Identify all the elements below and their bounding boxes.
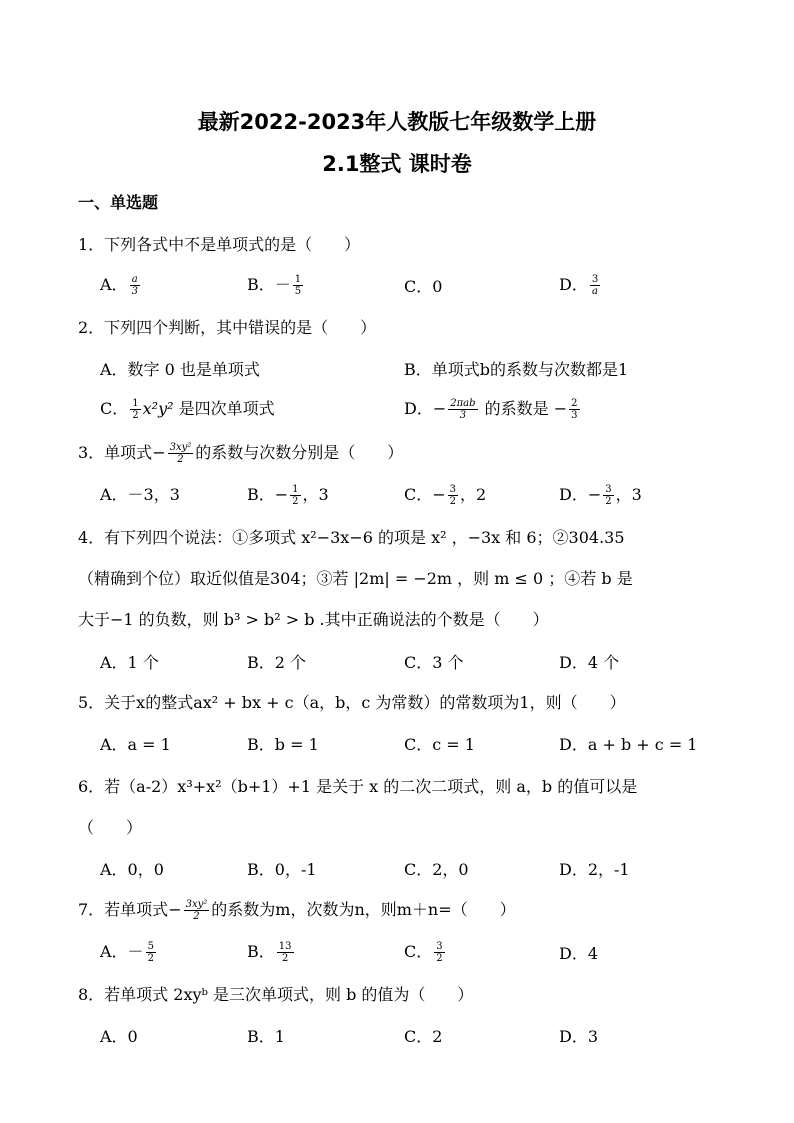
- question-5: 5．关于x的整式ax² + bx + c（a，b，c 为常数）的常数项为1，则（ ）: [78, 693, 626, 712]
- q8-option-d: D．3: [559, 1027, 599, 1046]
- q1-option-c: C．0: [404, 277, 443, 296]
- q8-option-a: A．0: [100, 1027, 138, 1046]
- q4-option-c: C．3 个: [404, 653, 464, 672]
- q4-option-b: B．2 个: [247, 653, 307, 672]
- q1-option-d: D． $\frac{3}{a}$: [559, 274, 599, 297]
- q8-option-c: C．2: [404, 1027, 443, 1046]
- q2-option-b: B．单项式b的系数与次数都是1: [404, 360, 629, 379]
- question-1: 1．下列各式中不是单项式的是（ ）: [78, 235, 361, 254]
- q2-option-c: C． $\frac{1}{2}$ x²y² 是四次单项式: [100, 398, 275, 421]
- q6-option-d: D．2，-1: [559, 860, 630, 879]
- question-8: 8．若单项式 2xyᵇ 是三次单项式，则 b 的值为（ ）: [78, 985, 474, 1004]
- document-title: 最新2022-2023年人教版七年级数学上册: [197, 110, 597, 134]
- q7-option-b: B． $\frac{13}{2}$: [247, 941, 292, 964]
- q4-option-d: D．4 个: [559, 653, 620, 672]
- question-4-line-1: 4．有下列四个说法：①多项式 x²−3x−6 的项是 x² ，−3x 和 6；②304.35: [78, 528, 625, 547]
- document-subtitle: 2.1整式 课时卷: [322, 152, 472, 176]
- question-7: 7．若单项式− $\frac{\text{3xy²}}{2}$ 的系数为m，次数为n，则m＋n=（ ）: [78, 899, 516, 922]
- q6-option-b: B．0，-1: [247, 860, 317, 879]
- question-2: 2．下列四个判断，其中错误的是（ ）: [78, 318, 377, 337]
- q7-option-c: C． $\frac{3}{2}$: [404, 941, 443, 964]
- q3-option-b: B．− $\frac{1}{2}$ ，3: [247, 484, 329, 507]
- q6-option-a: A．0，0: [100, 860, 164, 879]
- question-6-line-2: （ ）: [78, 818, 143, 837]
- q1-option-b: B．－ $\frac{1}{5}$: [247, 274, 302, 297]
- q5-option-c: C．c = 1: [404, 735, 475, 754]
- question-4-line-2: （精确到个位）取近似值是304；③若 |2m| = −2m ，则 m ≤ 0 ；④若 b 是: [78, 569, 633, 588]
- q5-option-a: A．a = 1: [100, 735, 171, 754]
- q5-option-b: B．b = 1: [247, 735, 319, 754]
- q6-option-c: C．2，0: [404, 860, 469, 879]
- q7-option-a: A．－ $\frac{5}{2}$: [100, 941, 154, 964]
- q2-option-d: D．− $\frac{\text{2πab}}{3}$ 的系数是 − $\frac{2}{3}$: [404, 398, 578, 421]
- q5-option-d: D．a + b + c = 1: [559, 735, 698, 754]
- section-heading: 一、单选题: [78, 193, 159, 212]
- q3-option-c: C．− $\frac{3}{2}$ ，2: [404, 484, 487, 507]
- q8-option-b: B．1: [247, 1027, 285, 1046]
- q3-option-d: D．− $\frac{3}{2}$ ，3: [559, 484, 642, 507]
- q3-option-a: A．－3，3: [100, 485, 180, 504]
- q4-option-a: A．1 个: [100, 653, 159, 672]
- question-6-line-1: 6．若（a-2）x³+x²（b+1）+1 是关于 x 的二次二项式，则 a，b 的值可以是: [78, 777, 638, 796]
- q2-option-a: A．数字 0 也是单项式: [100, 360, 260, 379]
- q7-option-d: D．4: [559, 944, 599, 963]
- question-4-line-3: 大于−1 的负数，则 b³ > b² > b .其中正确说法的个数是（ ）: [78, 610, 549, 629]
- question-3: 3．单项式− $\frac{\text{3xy²}}{2}$ 的系数与次数分别是（ ）: [78, 442, 404, 465]
- q1-option-a: A． $\frac{a}{3}$: [100, 274, 138, 297]
